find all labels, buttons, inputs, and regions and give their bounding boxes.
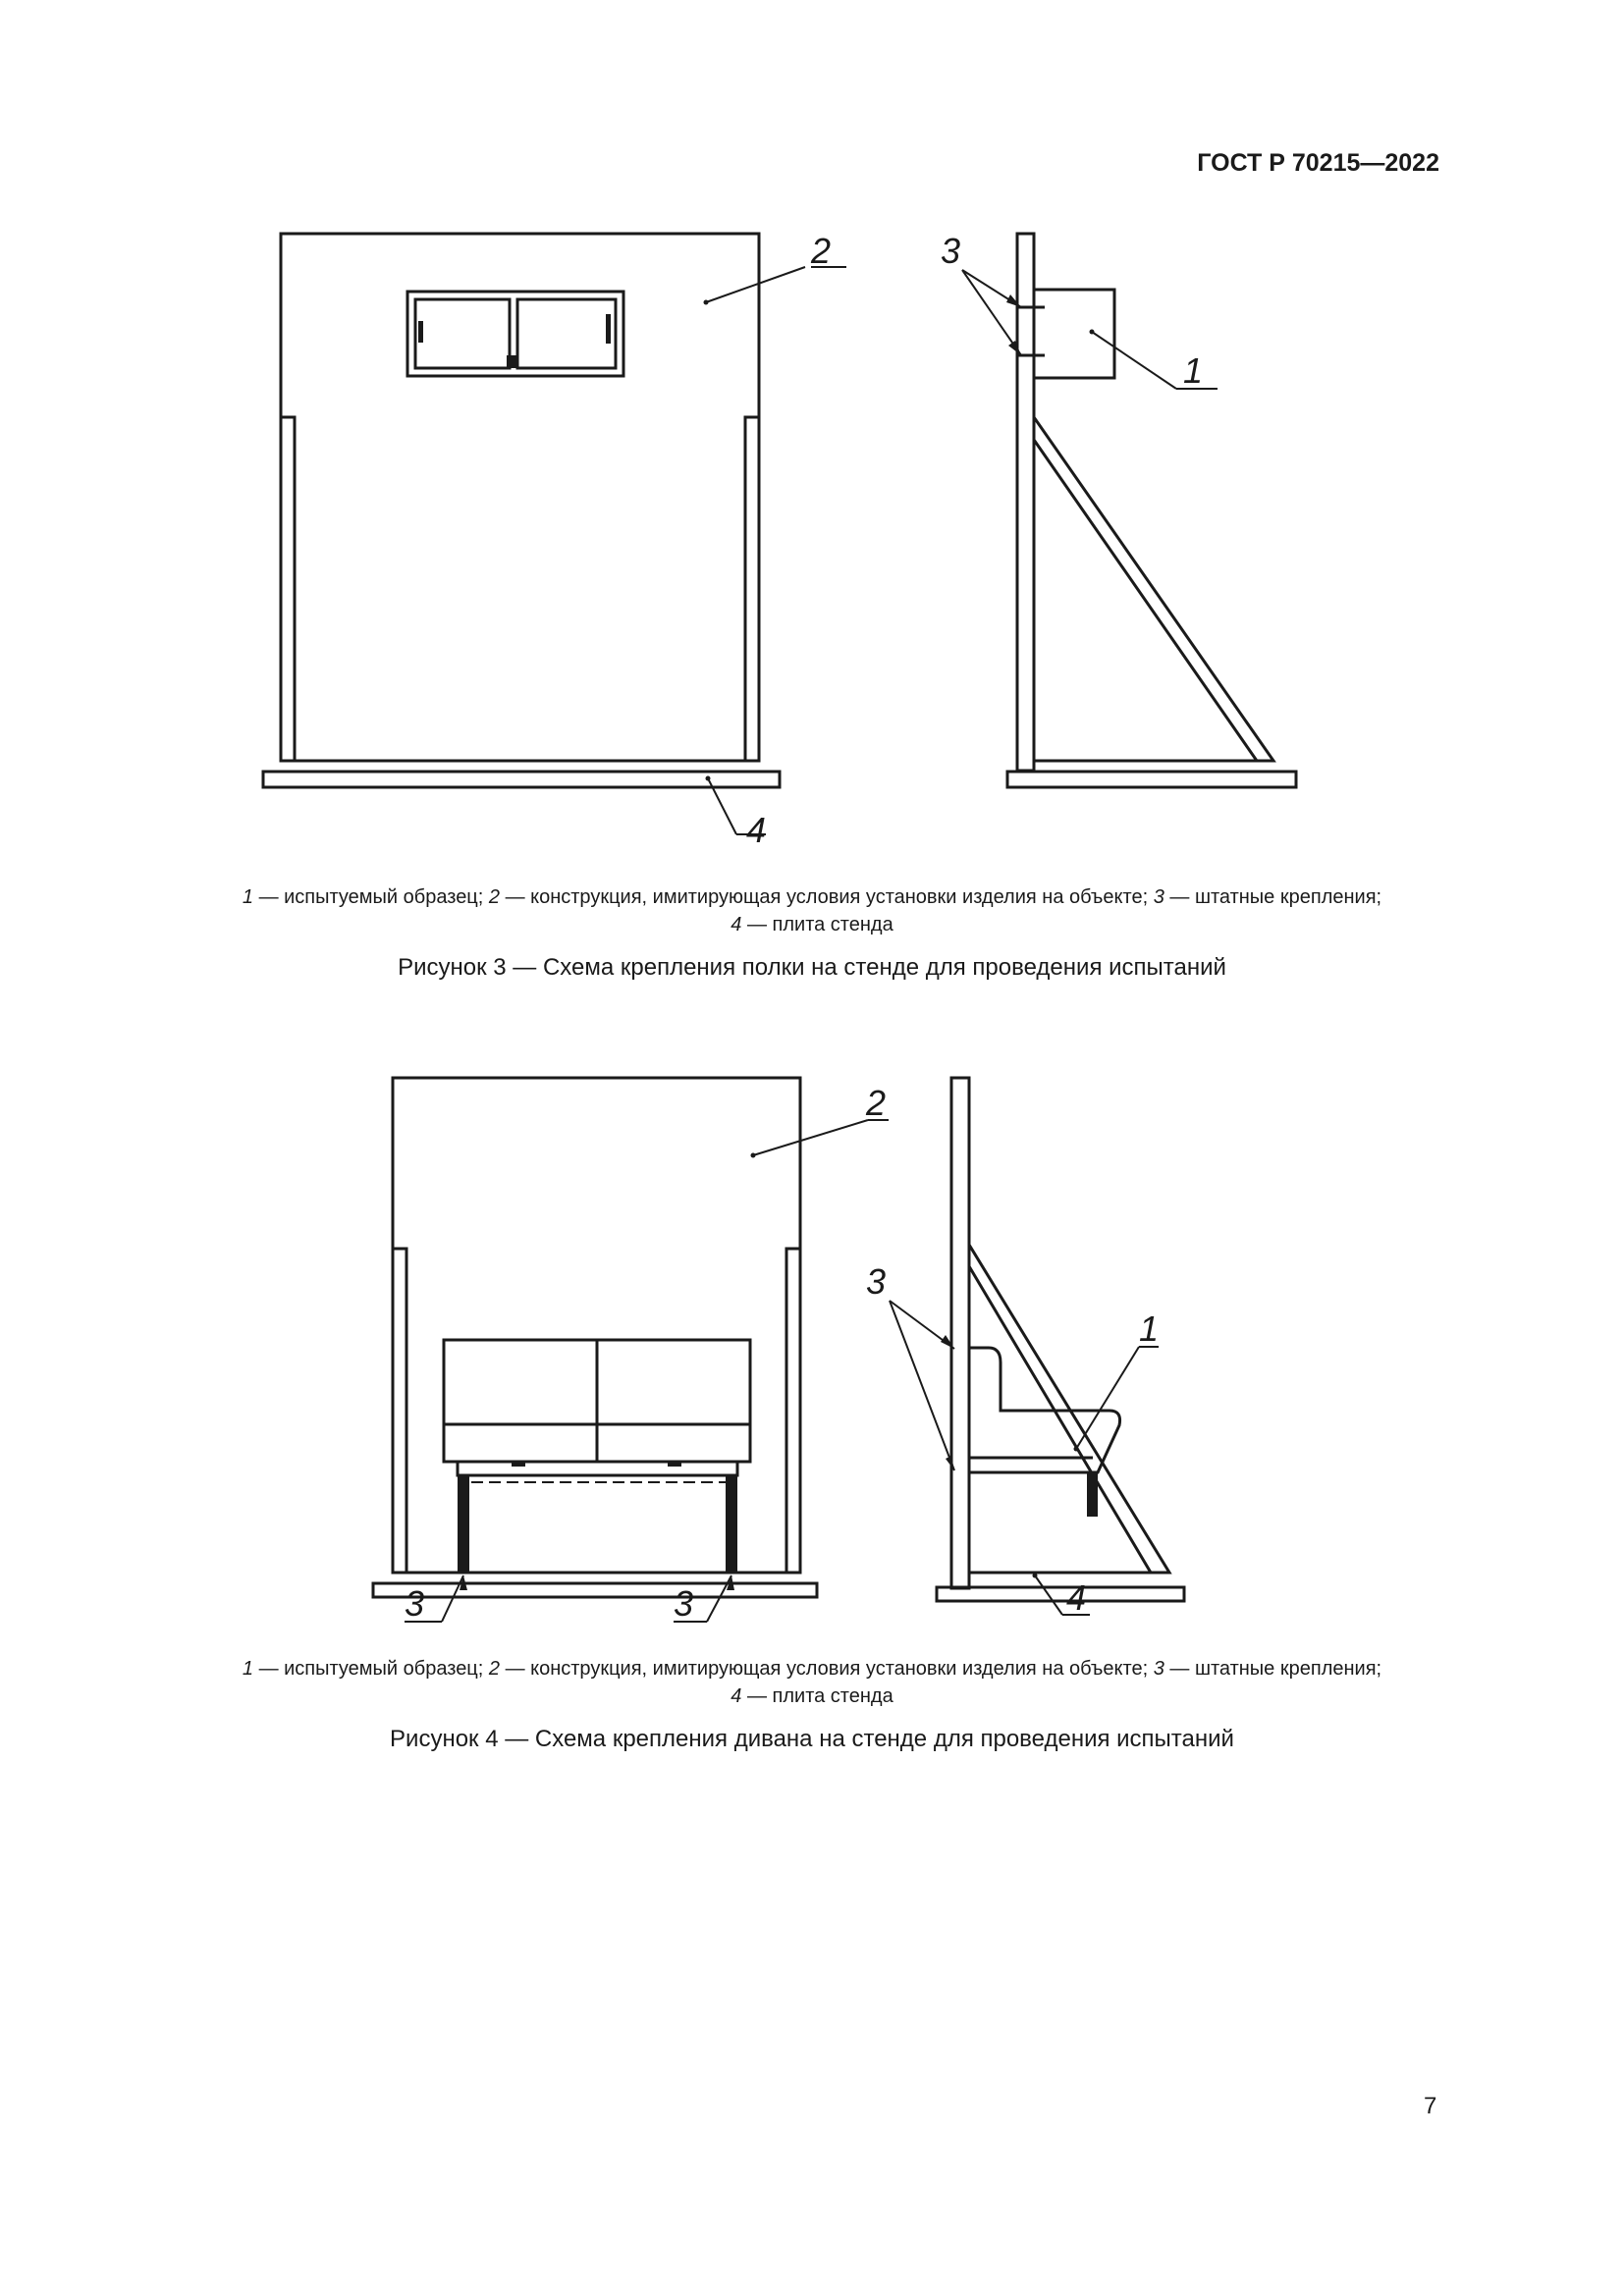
legend-line: 4 — плита стенда [731,1685,893,1707]
stand-base-side [937,1587,1184,1601]
side-post-right [786,1249,800,1573]
panel-top-front [393,1078,800,1249]
panel-side [1017,234,1034,771]
fig3-callout-1: 1 [1183,350,1204,391]
page-number: 7 [1424,2093,1437,2119]
fig4-callout-3-side: 3 [866,1261,887,1302]
legend-line: 4 — плита стенда [731,914,893,935]
figure-3-caption: Рисунок 3 — Схема крепления полки на стенде для проведения испытаний [398,954,1226,981]
fig3-callout-3: 3 [941,231,961,271]
legend-line: 1 — испытуемый образец; 2 — конструкция, имитирующая условия установки изделия на объекте; 3 — штатные крепления; [242,886,1382,908]
sofa-leg-side [1087,1472,1098,1517]
figure-3 [0,0,1624,942]
sofa-leg-left [458,1475,469,1574]
stand-base-side [1007,772,1296,787]
figure-4 [0,1021,1624,1649]
fig4-callout-4: 4 [1066,1577,1087,1618]
figure-3-legend [0,883,1624,938]
fig4-callout-1: 1 [1139,1308,1160,1349]
shelf-side [1034,290,1114,378]
fig4-callout-2: 2 [866,1083,887,1123]
side-post-left [393,1249,406,1573]
brace-side [1034,417,1273,761]
figure-4-drawing [0,1021,1624,1649]
fig4-callout-3-left: 3 [405,1583,425,1624]
fig3-callout-4: 4 [746,810,767,850]
stand-base-front [373,1583,817,1597]
figure-4-legend [0,1655,1624,1710]
side-post-right [745,417,759,761]
side-post-left [281,417,295,761]
panel-top-front [281,234,759,417]
fig4-callout-3-right: 3 [674,1583,694,1624]
document-header: ГОСТ Р 70215—2022 [1197,149,1439,177]
figure-4-caption: Рисунок 4 — Схема крепления дивана на стенде для проведения испытаний [390,1726,1234,1752]
figure-3-drawing [0,0,1624,942]
panel-side [951,1078,969,1588]
legend-line: 1 — испытуемый образец; 2 — конструкция, имитирующая условия установки изделия на объекте; 3 — штатные крепления; [242,1658,1382,1680]
fig3-callout-2: 2 [811,231,832,271]
sofa-leg-right [726,1475,737,1574]
stand-base-front [263,772,780,787]
